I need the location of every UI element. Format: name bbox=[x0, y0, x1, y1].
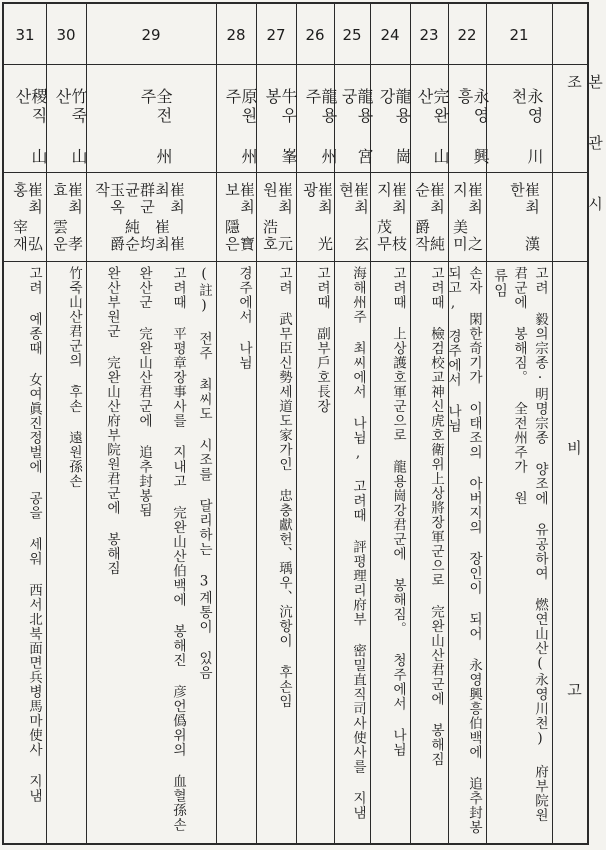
side-header-middle: 비 bbox=[565, 440, 583, 455]
col-divider bbox=[216, 4, 217, 843]
region-25: 龍용 宮궁 bbox=[339, 88, 374, 167]
founder-27: 崔최 元원 浩호 bbox=[261, 182, 294, 253]
extra-note: 류임 bbox=[492, 268, 508, 298]
reference-31: 고려 예종때 女여眞진정벌에 공을 세워 西서北북面면兵병馬마使사 지냄 bbox=[26, 266, 42, 803]
founder-21: 崔최 漢한 bbox=[508, 182, 541, 253]
reference-25: 海해州주 최씨에서 나뉨, 고려때 評평理리府부 密밀直직司사使사를 지냄 bbox=[350, 266, 366, 820]
reference-30: 竹죽山산君군의 후손 遠원孫손 bbox=[66, 266, 82, 489]
founder-30: 崔최 孝효 雲운 bbox=[51, 182, 84, 253]
column-number-23: 23 bbox=[419, 26, 439, 44]
founder-22: 崔최 之지 美미 bbox=[451, 182, 484, 253]
reference-23: 고려때 檢검校교神신虎호衛위上상將장軍군으로 完완山산君군에 봉해짐 bbox=[428, 266, 444, 767]
reference-29-c: 완산부원군 完완山산府부院원君군에 봉해짐 bbox=[104, 266, 120, 576]
column-number-25: 25 bbox=[342, 26, 362, 44]
region-28: 原원 州주 bbox=[223, 88, 258, 167]
founder-31: 崔최 弘홍 宰재 bbox=[11, 182, 44, 253]
column-number-31: 31 bbox=[15, 26, 35, 44]
column-number-29: 29 bbox=[141, 26, 161, 44]
column-number-27: 27 bbox=[266, 26, 286, 44]
col-divider bbox=[552, 4, 553, 843]
region-30: 竹죽 山산 bbox=[53, 88, 88, 167]
region-29: 全전 州주 bbox=[138, 88, 173, 167]
column-number-22: 22 bbox=[457, 26, 477, 44]
region-27: 牛우 峯봉 bbox=[263, 88, 298, 167]
reference-27: 고려 武무臣신勢세道도家가인 忠충獻헌、瑀우、沆항이 후손임 bbox=[276, 266, 292, 709]
column-number-21: 21 bbox=[509, 26, 529, 44]
reference-29-a: 고려때 平평章장事사를 지내고 完완山산伯백에 봉해진 彦언僞위의 血혈孫손 bbox=[170, 266, 186, 832]
region-23: 完완 山산 bbox=[415, 88, 450, 167]
region-21: 永영 川천 bbox=[509, 88, 544, 167]
side-header-top: 본 관 시 조 bbox=[565, 74, 604, 225]
founder-29: 崔최 崔최 崔최 群군 均균 純순 玉옥 爵작 bbox=[93, 182, 186, 253]
founder-25: 崔최 玄현 bbox=[337, 182, 370, 253]
reference-28: 경주에서 나뉨 bbox=[236, 266, 252, 370]
founder-24: 崔최 枝지 茂무 bbox=[375, 182, 408, 253]
column-number-24: 24 bbox=[380, 26, 400, 44]
region-31: 稷직 山산 bbox=[13, 88, 48, 167]
reference-26: 고려때 副부戶호長장 bbox=[314, 266, 330, 414]
region-24: 龍용 崗강 bbox=[377, 88, 412, 167]
reference-21: 고려 毅의宗종·明명宗종 양조에 유공하여 燃연山산(永영川천) 府부院원君군에 봉해짐。 全전州주가 원 bbox=[511, 266, 548, 823]
founder-23: 崔최 純순 爵작 bbox=[413, 182, 446, 253]
table-frame bbox=[2, 2, 604, 845]
reference-29-b: 완산군 完완山산君군에 追추封봉됨 bbox=[136, 266, 152, 518]
column-number-30: 30 bbox=[56, 26, 76, 44]
column-number-26: 26 bbox=[305, 26, 325, 44]
founder-28: 崔최 寶보 隱은 bbox=[223, 182, 256, 253]
column-number-28: 28 bbox=[226, 26, 246, 44]
reference-29-note: (註) 전주 최씨도 시조를 달리하는 3계통이 있음 bbox=[196, 266, 212, 680]
side-header-bottom: 고 bbox=[565, 682, 583, 697]
reference-24: 고려때 上상護호軍군으로 龍용崗강君군에 봉해짐。 청주에서 나뉨 bbox=[390, 266, 406, 757]
reference-22: 손자 閑한奇기가 이태조의 아버지의 장인이 되어 永영興흥伯백에 追추封봉되고, 경주에서 나뉨 bbox=[445, 266, 482, 835]
region-26: 龍용 州주 bbox=[303, 88, 338, 167]
region-22: 永영 興흥 bbox=[455, 88, 490, 167]
founder-26: 崔최 光광 bbox=[301, 182, 334, 253]
